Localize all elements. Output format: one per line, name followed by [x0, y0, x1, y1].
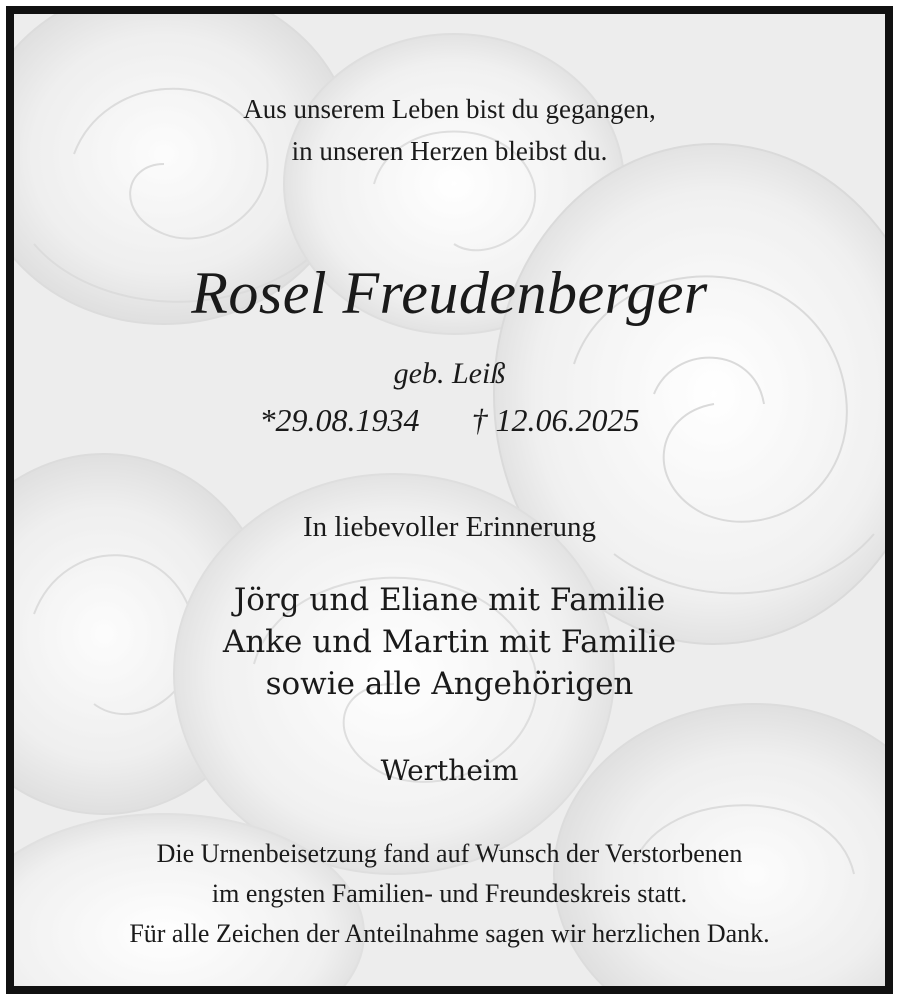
mourner-1: Jörg und Eliane mit Familie: [233, 582, 666, 618]
notice-line-1: Die Urnenbeisetzung fand auf Wunsch der Verstorbenen: [156, 839, 743, 868]
mourner-3: sowie alle Angehörigen: [265, 666, 634, 702]
memory-line: In liebevoller Erinnerung: [302, 511, 597, 543]
notice-line-3: Für alle Zeichen der Anteilnahme sagen wir herzlichen Dank.: [129, 919, 770, 948]
death-date: † 12.06.2025: [471, 402, 640, 438]
motto-line-2: in unseren Herzen bleibst du.: [291, 136, 608, 166]
life-dates: [14, 402, 885, 439]
obituary-content: [14, 14, 885, 986]
obituary-frame: [6, 6, 893, 994]
motto-line-1: Aus unserem Leben bist du gegangen,: [243, 94, 656, 124]
notice-line-2: im engsten Familien- und Freundeskreis statt.: [211, 879, 688, 908]
birth-name: geb. Leiß: [393, 357, 506, 390]
place: Wertheim: [380, 754, 519, 787]
birth-date: *29.08.1934: [259, 402, 420, 438]
mourner-2: Anke und Martin mit Familie: [222, 624, 677, 660]
deceased-name: Rosel Freudenberger: [191, 260, 708, 326]
